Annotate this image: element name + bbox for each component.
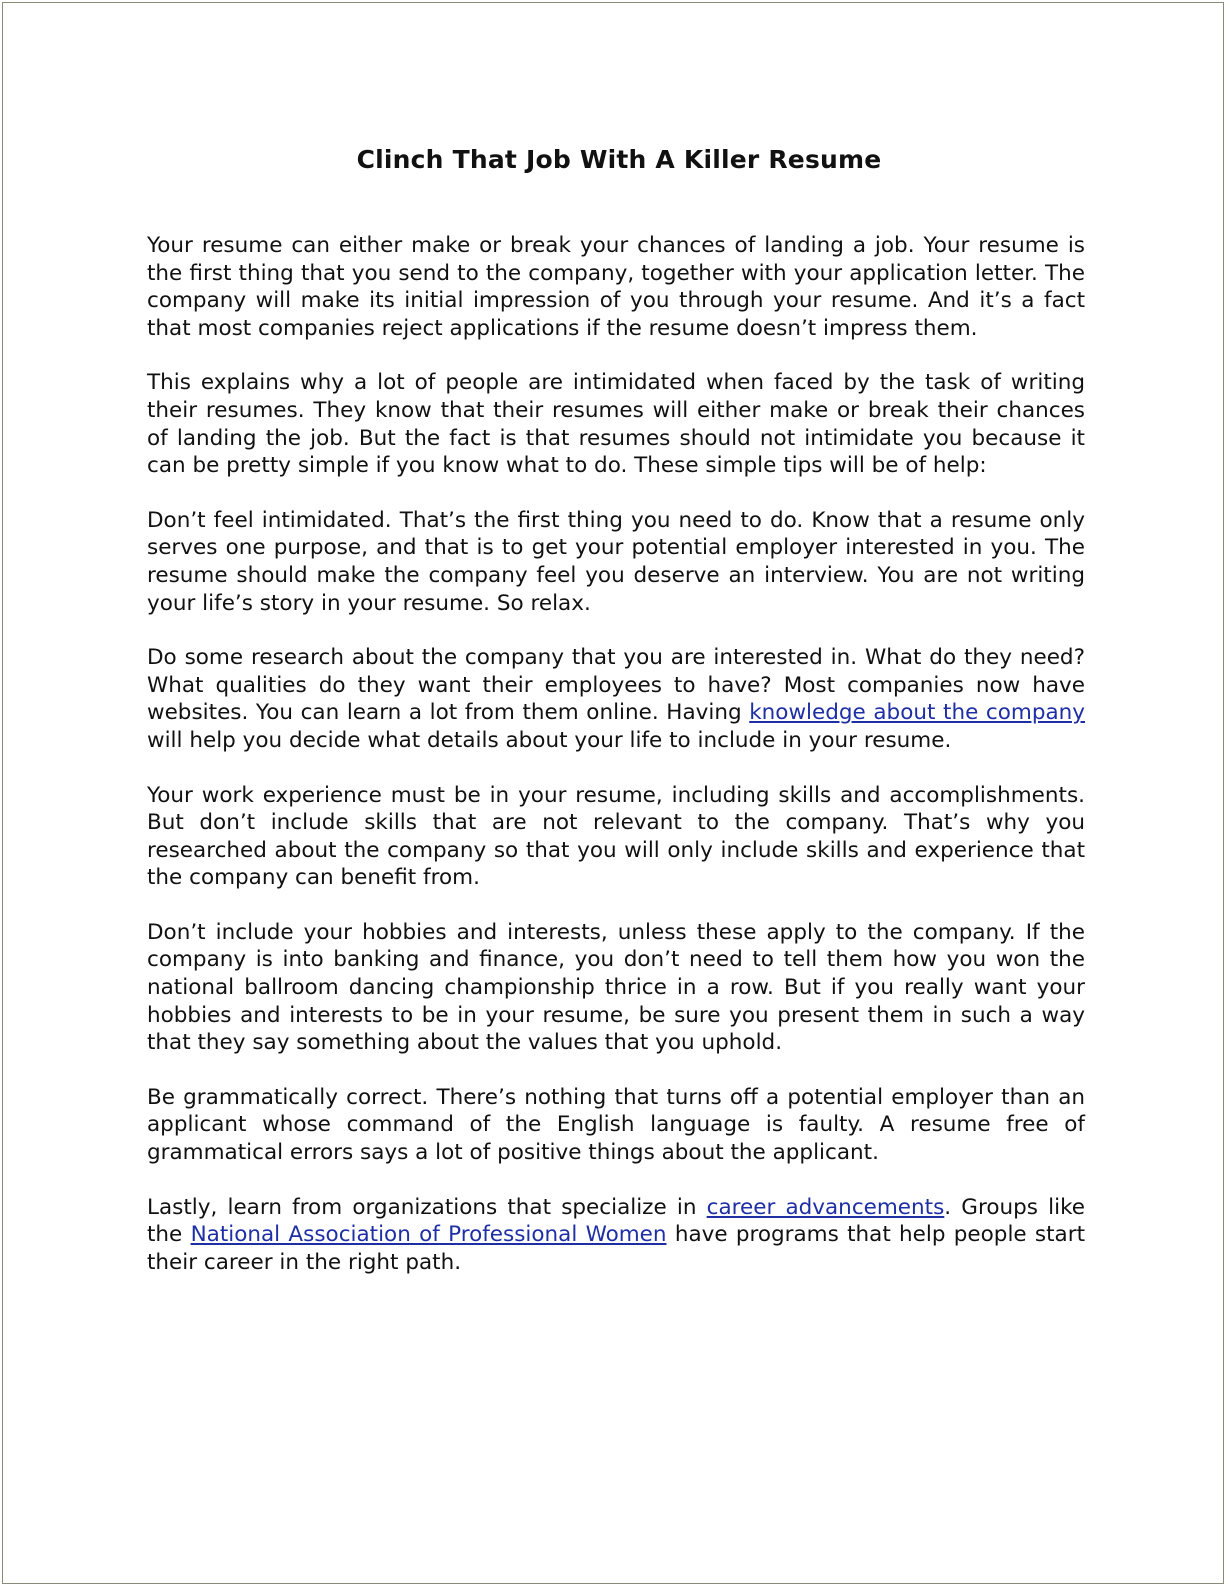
paragraph-5: Your work experience must be in your resume, including skills and accomplishments. But don’t include skills that are not relevant to the company. That’s why you researched about the company so that you will only include skills and experience that the company can benefit from. bbox=[147, 782, 1085, 891]
paragraph-4-text-before: Do some research about the company that you are interested in. What do they need? What qualities do they want their employees to have? Most companies now have websites. You can learn a lot from them online. Having bbox=[147, 645, 1085, 726]
paragraph-4-text-after: will help you decide what details about your life to include in your resume. bbox=[147, 727, 952, 753]
paragraph-4 bbox=[147, 644, 1085, 754]
paragraph-8 bbox=[147, 1194, 1085, 1277]
document-body bbox=[147, 140, 1085, 1276]
paragraph-8-text-middle: . Groups like the bbox=[147, 1194, 1085, 1248]
paragraph-1: Your resume can either make or break your chances of landing a job. Your resume is the first thing that you send to the company, together with your application letter. The company will make its initial impression of you through your resume. And it’s a fact that most companies reject applications if the resume doesn’t impress them. bbox=[147, 233, 1085, 341]
paragraph-7: Be grammatically correct. There’s nothing that turns off a potential employer than an applicant whose command of the English language is faulty. A resume free of grammatical errors says a lot of positive things about the applicant. bbox=[147, 1084, 1085, 1166]
paragraph-3: Don’t feel intimidated. That’s the first thing you need to do. Know that a resume only serves one purpose, and that is to get your potential employer interested in you. The resume should make the company feel you deserve an interview. You are not writing your life’s story in your resume. So relax. bbox=[147, 507, 1085, 616]
paragraph-8-text-before: Lastly, learn from organizations that specialize in bbox=[147, 1194, 707, 1220]
paragraph-2: This explains why a lot of people are intimidated when faced by the task of writing their resumes. They know that their resumes will either make or break their chances of landing the job. But the fact is that resumes should not intimidate you because it can be pretty simple if you know what to do. These simple tips will be of help: bbox=[147, 370, 1085, 479]
paragraph-6: Don’t include your hobbies and interests, unless these apply to the company. If the company is into banking and finance, you don’t need to tell them how you won the national ballroom dancing championship thrice in a row. But if you really want your hobbies and interests to be in your resume, be sure you present them in such a way that they say something about the values that you uphold. bbox=[147, 919, 1085, 1056]
paragraph-8-text-after: have programs that help people start their career in the right path. bbox=[147, 1222, 1085, 1275]
document-title: Clinch That Job With A Killer Resume bbox=[356, 145, 882, 174]
career-advancements-link[interactable]: career advancements bbox=[706, 1194, 945, 1220]
napw-link[interactable]: National Association of Professional Women bbox=[190, 1222, 667, 1248]
knowledge-about-company-link[interactable]: knowledge about the company bbox=[749, 700, 1085, 726]
